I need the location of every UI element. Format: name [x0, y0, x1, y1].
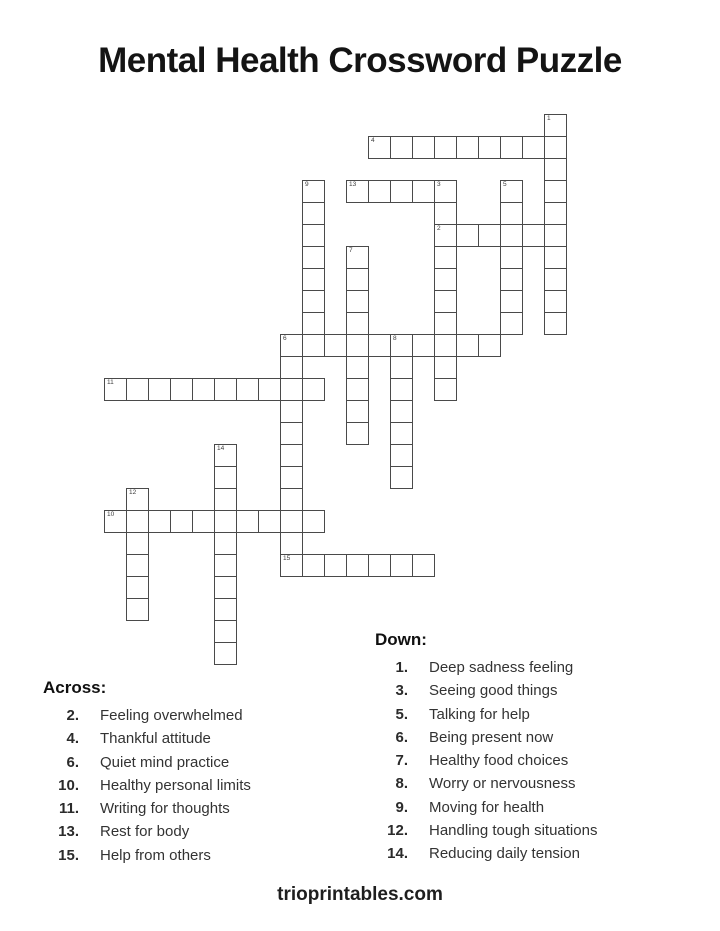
- cell-number: 7: [349, 247, 353, 254]
- grid-cell[interactable]: [346, 290, 369, 313]
- crossword-grid: [104, 114, 567, 665]
- grid-cell[interactable]: [148, 510, 171, 533]
- clue-text: Feeling overwhelmed: [100, 707, 243, 724]
- clue-number: 8.: [395, 775, 408, 793]
- grid-cell[interactable]: [368, 180, 391, 203]
- clue-number: 2.: [66, 707, 79, 724]
- grid-cell[interactable]: [346, 378, 369, 401]
- grid-cell[interactable]: [544, 114, 567, 137]
- grid-cell[interactable]: [544, 224, 567, 247]
- cell-number: 3: [437, 181, 441, 188]
- grid-cell[interactable]: [214, 620, 237, 643]
- grid-cell[interactable]: [500, 268, 523, 291]
- clue-number: 11.: [58, 800, 79, 818]
- grid-cell[interactable]: [544, 136, 567, 159]
- footer-site-name: trioprintables.com: [277, 884, 443, 905]
- across-clue-15: [43, 844, 363, 867]
- grid-cell[interactable]: [126, 488, 149, 511]
- grid-cell[interactable]: [302, 224, 325, 247]
- grid-cell[interactable]: [280, 378, 303, 401]
- cell-number: 8: [393, 335, 397, 342]
- grid-cell[interactable]: [346, 268, 369, 291]
- clue-text: Rest for body: [100, 823, 190, 841]
- grid-cell[interactable]: [500, 224, 523, 247]
- grid-cell[interactable]: [500, 202, 523, 225]
- clue-number: 7.: [395, 752, 408, 770]
- grid-cell[interactable]: [302, 246, 325, 269]
- grid-cell[interactable]: [434, 224, 457, 247]
- grid-cell[interactable]: [302, 290, 325, 313]
- down-clue-8: [375, 772, 705, 795]
- grid-cell[interactable]: [280, 510, 303, 533]
- grid-cell[interactable]: [522, 224, 545, 247]
- clue-number: 14.: [387, 845, 408, 863]
- down-clue-9: [375, 796, 705, 819]
- grid-cell[interactable]: [544, 202, 567, 225]
- grid-cell[interactable]: [500, 246, 523, 269]
- cell-number: 2: [437, 225, 441, 232]
- grid-cell[interactable]: [104, 510, 127, 533]
- grid-cell[interactable]: [280, 444, 303, 467]
- grid-cell[interactable]: [214, 510, 237, 533]
- cell-number: 15: [283, 555, 291, 562]
- grid-cell[interactable]: [214, 554, 237, 577]
- clue-text: Moving for health: [429, 798, 545, 816]
- grid-cell[interactable]: [214, 488, 237, 511]
- grid-cell[interactable]: [302, 378, 325, 401]
- grid-cell[interactable]: [302, 554, 325, 577]
- clue-text: Deep sadness feeling: [429, 659, 574, 676]
- grid-cell[interactable]: [280, 356, 303, 379]
- clue-text: Thankful attitude: [100, 730, 211, 748]
- grid-cell[interactable]: [434, 356, 457, 379]
- grid-cell[interactable]: [434, 136, 457, 159]
- grid-cell[interactable]: [346, 400, 369, 423]
- grid-cell[interactable]: [236, 510, 259, 533]
- grid-cell[interactable]: [478, 334, 501, 357]
- grid-cell[interactable]: [170, 378, 193, 401]
- grid-cell[interactable]: [302, 312, 325, 335]
- grid-cell[interactable]: [280, 554, 303, 577]
- grid-cell[interactable]: [456, 224, 479, 247]
- grid-cell[interactable]: [390, 378, 413, 401]
- grid-cell[interactable]: [390, 180, 413, 203]
- grid-cell[interactable]: [214, 466, 237, 489]
- grid-cell[interactable]: [192, 510, 215, 533]
- down-clue-list: [375, 656, 705, 866]
- grid-cell[interactable]: [500, 136, 523, 159]
- grid-cell[interactable]: [434, 202, 457, 225]
- grid-cell[interactable]: [412, 180, 435, 203]
- grid-cell[interactable]: [500, 290, 523, 313]
- across-clue-13: [43, 820, 363, 843]
- grid-cell[interactable]: [390, 136, 413, 159]
- clue-number: 4.: [66, 730, 79, 748]
- grid-cell[interactable]: [434, 378, 457, 401]
- across-clue-10: [43, 774, 363, 797]
- clue-number: 5.: [395, 705, 408, 723]
- grid-cell[interactable]: [478, 136, 501, 159]
- grid-cell[interactable]: [126, 554, 149, 577]
- grid-cell[interactable]: [346, 422, 369, 445]
- grid-cell[interactable]: [214, 642, 237, 665]
- cell-number: 10: [107, 511, 115, 518]
- clue-number: 1.: [395, 659, 408, 676]
- page-title: Mental Health Crossword Puzzle: [98, 41, 622, 80]
- grid-cell[interactable]: [214, 598, 237, 621]
- grid-cell[interactable]: [302, 334, 325, 357]
- clue-number: 6.: [66, 753, 79, 771]
- grid-cell[interactable]: [544, 290, 567, 313]
- grid-cell[interactable]: [236, 378, 259, 401]
- down-clue-14: [375, 842, 705, 865]
- grid-cell[interactable]: [126, 598, 149, 621]
- grid-cell[interactable]: [302, 180, 325, 203]
- grid-cell[interactable]: [412, 136, 435, 159]
- grid-cell[interactable]: [390, 400, 413, 423]
- clue-text: Healthy personal limits: [100, 776, 251, 794]
- across-clue-list: [43, 704, 363, 867]
- grid-cell[interactable]: [170, 510, 193, 533]
- grid-cell[interactable]: [214, 378, 237, 401]
- grid-cell[interactable]: [324, 334, 347, 357]
- clue-number: 6.: [395, 728, 408, 746]
- across-clue-4: [43, 727, 363, 750]
- grid-cell[interactable]: [280, 422, 303, 445]
- grid-cell[interactable]: [390, 466, 413, 489]
- grid-cell[interactable]: [390, 356, 413, 379]
- grid-cell[interactable]: [280, 488, 303, 511]
- grid-cell[interactable]: [456, 334, 479, 357]
- cell-number: 4: [371, 137, 375, 144]
- grid-cell[interactable]: [346, 180, 369, 203]
- across-heading: Across:: [43, 678, 107, 697]
- grid-cell[interactable]: [544, 268, 567, 291]
- clue-text: Talking for help: [429, 705, 530, 723]
- clue-text: Healthy food choices: [429, 752, 569, 770]
- down-clue-1: [375, 656, 705, 679]
- down-clue-5: [375, 703, 705, 726]
- grid-cell[interactable]: [544, 246, 567, 269]
- grid-cell[interactable]: [104, 378, 127, 401]
- across-clues-section: [43, 678, 363, 867]
- grid-cell[interactable]: [544, 312, 567, 335]
- grid-cell[interactable]: [280, 334, 303, 357]
- cell-number: 1: [547, 115, 551, 122]
- grid-cell[interactable]: [346, 356, 369, 379]
- cell-number: 6: [283, 335, 287, 342]
- grid-cell[interactable]: [346, 246, 369, 269]
- grid-cell[interactable]: [434, 334, 457, 357]
- grid-cell[interactable]: [368, 136, 391, 159]
- grid-cell[interactable]: [544, 180, 567, 203]
- clue-text: Handling tough situations: [429, 822, 598, 840]
- grid-cell[interactable]: [390, 422, 413, 445]
- grid-cell[interactable]: [434, 290, 457, 313]
- grid-cell[interactable]: [346, 554, 369, 577]
- clue-text: Quiet mind practice: [100, 753, 230, 771]
- clue-number: 15.: [58, 846, 79, 864]
- grid-cell[interactable]: [368, 334, 391, 357]
- clue-number: 3.: [395, 682, 408, 700]
- down-clue-3: [375, 679, 705, 702]
- across-clue-2: [43, 704, 363, 727]
- clue-text: Seeing good things: [429, 682, 558, 700]
- grid-cell[interactable]: [302, 510, 325, 533]
- grid-cell[interactable]: [302, 268, 325, 291]
- clue-text: Writing for thoughts: [100, 800, 230, 818]
- grid-cell[interactable]: [478, 224, 501, 247]
- grid-cell[interactable]: [192, 378, 215, 401]
- cell-number: 11: [107, 379, 114, 386]
- grid-cell[interactable]: [126, 532, 149, 555]
- grid-cell[interactable]: [434, 246, 457, 269]
- down-heading: Down:: [375, 630, 427, 649]
- grid-cell[interactable]: [126, 510, 149, 533]
- grid-cell[interactable]: [434, 268, 457, 291]
- cell-number: 13: [349, 181, 357, 188]
- cell-number: 12: [129, 489, 137, 496]
- grid-cell[interactable]: [544, 158, 567, 181]
- grid-cell[interactable]: [346, 334, 369, 357]
- down-clues-section: [375, 630, 705, 866]
- grid-cell[interactable]: [500, 180, 523, 203]
- grid-cell[interactable]: [412, 334, 435, 357]
- grid-cell[interactable]: [126, 378, 149, 401]
- cell-number: 14: [217, 445, 225, 452]
- grid-cell[interactable]: [390, 334, 413, 357]
- across-clue-6: [43, 751, 363, 774]
- grid-cell[interactable]: [126, 576, 149, 599]
- clue-number: 10.: [58, 776, 79, 794]
- grid-cell[interactable]: [500, 312, 523, 335]
- grid-cell[interactable]: [280, 400, 303, 423]
- grid-cell[interactable]: [346, 312, 369, 335]
- grid-cell[interactable]: [434, 312, 457, 335]
- grid-cell[interactable]: [522, 136, 545, 159]
- clue-number: 13.: [58, 823, 79, 841]
- grid-cell[interactable]: [280, 466, 303, 489]
- grid-cell[interactable]: [390, 444, 413, 467]
- cell-number: 9: [305, 181, 309, 188]
- grid-cell[interactable]: [456, 136, 479, 159]
- grid-cell[interactable]: [214, 576, 237, 599]
- grid-cell[interactable]: [148, 378, 171, 401]
- grid-cell[interactable]: [390, 554, 413, 577]
- grid-cell[interactable]: [258, 510, 281, 533]
- clue-number: 9.: [395, 798, 408, 816]
- grid-cell[interactable]: [258, 378, 281, 401]
- grid-cell[interactable]: [368, 554, 391, 577]
- down-clue-6: [375, 726, 705, 749]
- grid-cell[interactable]: [280, 532, 303, 555]
- across-clue-11: [43, 797, 363, 820]
- cell-number: 5: [503, 181, 507, 188]
- grid-cell[interactable]: [302, 202, 325, 225]
- clue-text: Help from others: [100, 846, 211, 864]
- grid-cell[interactable]: [214, 532, 237, 555]
- grid-cell[interactable]: [324, 554, 347, 577]
- down-clue-12: [375, 819, 705, 842]
- down-clue-7: [375, 749, 705, 772]
- clue-text: Being present now: [429, 728, 554, 746]
- grid-cell[interactable]: [434, 180, 457, 203]
- clue-text: Reducing daily tension: [429, 845, 580, 863]
- clue-text: Worry or nervousness: [429, 775, 576, 793]
- clue-number: 12.: [387, 822, 408, 840]
- grid-cell[interactable]: [214, 444, 237, 467]
- grid-cell[interactable]: [412, 554, 435, 577]
